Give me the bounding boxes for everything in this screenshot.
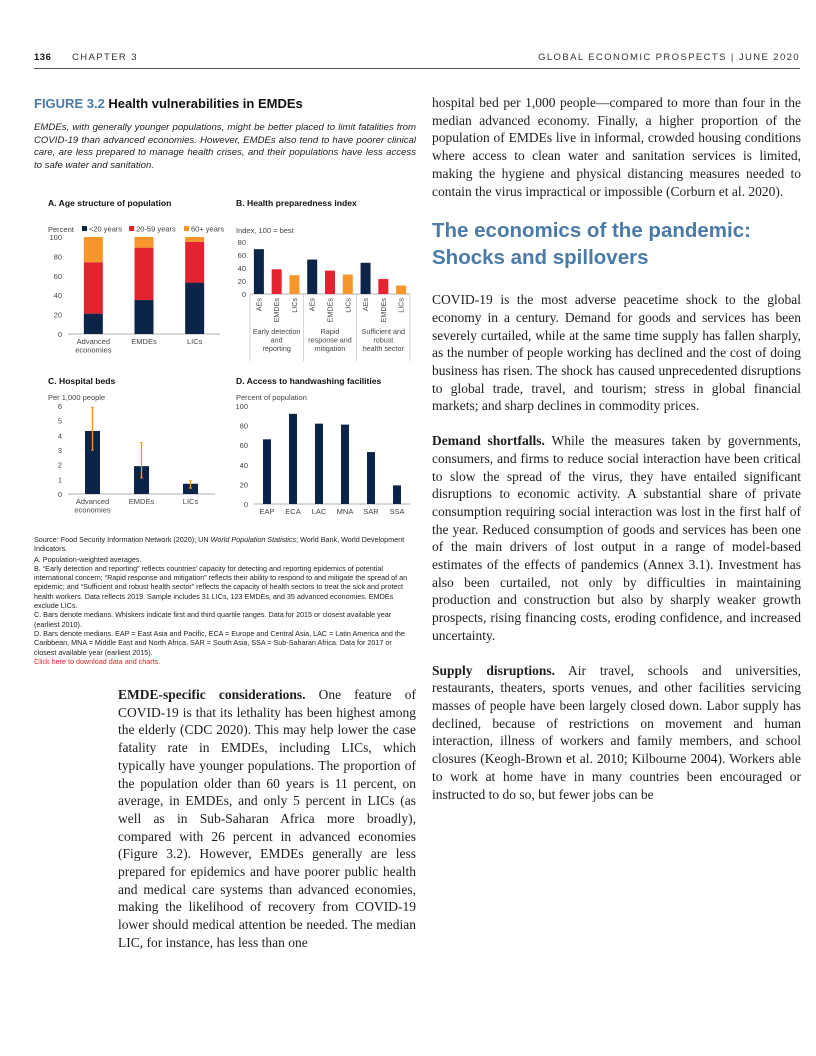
x-tick-label: economies [74,505,111,515]
x-tick-label: Advanced [76,337,111,346]
y-tick-label: 5 [57,416,62,426]
panel-a-title: A. Age structure of population [48,198,172,208]
x-tick-label: EMDEs [325,298,335,323]
figure-notes [34,535,416,666]
note-b: B. “Early detection and reporting” reflects countries’ capacity for detecting and reporting epidemics of potential international concern; “Rapid response and mitigation” reflects their ability to respond to and mitigate the spread of an epidemic; and “Sufficient and robust health sector” reflects the capacity of health sectors to treat the sick and protect health workers. Data reflects 2019. Sample includes 31 LICs, 123 EMDEs, and 35 advanced economies. EMDEs exclude LICs. [34,563,408,611]
y-tick-label: 60 [239,441,248,451]
group-label: Sufficient and [361,327,406,336]
left-column-text [118,686,416,969]
y-tick-label: 80 [237,238,246,247]
y-tick-label: 20 [237,277,246,286]
note-a: A. Population-weighted averages. [34,554,142,564]
y-tick-label: 0 [241,290,246,299]
bar-segment [84,262,103,313]
chart-health-preparedness [232,222,422,362]
bar-segment [135,300,154,334]
x-tick-label: economies [75,345,112,355]
group-label: reporting [262,344,291,353]
x-tick-label: AEs [307,298,317,312]
group-label: mitigation [314,344,346,353]
y-tick-label: 80 [239,421,248,431]
source-text-end: ; World Bank, World Development Indicators. [34,535,405,554]
y-tick-label: 40 [237,264,246,273]
figure-title-text: Health vulnerabilities in EMDEs [108,96,303,111]
x-tick-label: EMDEs [128,497,155,506]
note-d: D. Bars denote medians. EAP = East Asia and Pacific, ECA = Europe and Central Asia, LAC = Latin America and the Caribbean, MNA = Middle East and North Africa, SAR = South Asia, SSA = Sub-Saharan Africa. Data for 2017 or closest available year (earliest 2015). [34,628,405,657]
bar [315,424,323,504]
x-tick-label: EMDEs [272,298,282,323]
y-tick-label: 0 [243,500,248,509]
y-tick-label: 60 [53,271,62,281]
bar [393,485,401,504]
group-label: robust [373,335,394,345]
paragraph-supply [432,662,801,804]
bar-segment [135,237,154,248]
x-tick-label: EMDEs [131,337,157,346]
chart-handwashing [232,392,422,527]
header-rule-right [420,68,800,69]
x-tick-label: LICs [396,298,406,313]
source-text: Source: Food Security Information Network (2020); UN [34,535,211,544]
x-tick-label: AEs [361,298,371,312]
bar [341,425,349,504]
paragraph-lead: Supply disruptions. [432,662,555,678]
y-tick-label: 6 [57,402,62,411]
x-tick-label: LICs [289,298,299,313]
publication-title: GLOBAL ECONOMIC PROSPECTS | JUNE 2020 [538,52,800,63]
y-tick-label: 0 [57,490,62,499]
chapter-label: CHAPTER 3 [72,52,138,63]
bar [396,286,406,294]
bar [254,249,264,294]
x-tick-label: Advanced [75,497,110,506]
x-tick-label: EAP [259,507,275,516]
y-tick-label: 100 [235,402,248,411]
bar [378,279,388,294]
group-label: and [270,335,283,345]
paragraph-intro: COVID-19 is the most adverse peacetime shock to the global economy in a century. Demand for goods and services has been severely curtailed, while at the same time supply has fallen sharply, as the number of people working has declined and the cost of doing business has risen. The shock has caused unprecedented disruptions to global trade, travel, and tourism; stress in global financial markets; and sharp declines in commodity prices. [432,292,801,414]
y-axis-label: Per 1,000 people [48,393,106,402]
x-tick-label: EMDEs [378,298,388,323]
bar-segment [185,237,204,242]
bar [289,414,297,504]
y-tick-label: 80 [53,252,62,262]
legend-swatch [184,226,189,231]
bar [263,439,271,504]
bar-segment [84,314,103,334]
bar [272,269,282,294]
page-number: 136 [34,52,52,63]
paragraph-lead: Demand shortfalls. [432,433,545,449]
bar [307,260,317,294]
paragraph-text: While the measures taken by governments, consumers, and firms to reduce social interaction have been critical to slow the spread of the virus, they have entailed significant disruptions to economic activity. A substantial share of private consumption requiring social interaction was lost in the first half of the year. Reduced consumption of goods and services has been one of the main drivers of lost output in a range of model-based estimates of the effects of pandemics (Annex 3.1). Investment has also been curtailed, not only by difficulties in maintaining production and construction but also by sharply weaker growth prospects, rising financing costs, eroding confidence, and increased uncertainty. [432,433,801,643]
x-tick-label: AEs [254,298,264,312]
panel-d-title: D. Access to handwashing facilities [236,376,382,386]
download-data-link[interactable]: Click here to download data and charts. [34,656,161,666]
group-label: Rapid [320,327,340,336]
y-tick-label: 1 [57,475,62,485]
figure-title [34,96,419,111]
group-label: Early detection [252,327,301,336]
legend-swatch [82,226,87,231]
legend-label: <20 years [89,224,123,234]
y-tick-label: 4 [57,431,62,441]
legend-swatch [129,226,134,231]
x-tick-label: MNA [336,507,354,516]
y-axis-label: Percent of population [236,393,307,402]
paragraph-continued: hospital bed per 1,000 people—compared to more than four in the median advanced economy. Finally, a higher proportion of the population of EMDEs live in informal, crowded housing conditions where access to clean water and sanitation services is limited, making the hygiene and physical distancing measures needed to contain the virus impractical or impossible (Corburn et al. 2020). [432,95,801,199]
bar [343,275,353,295]
source-italic: World Population Statistics [210,535,297,544]
figure-number: FIGURE 3.2 [34,96,105,111]
y-tick-label: 60 [237,251,246,260]
y-tick-label: 3 [57,446,62,455]
header-rule-left [34,68,422,69]
bar-segment [135,248,154,300]
x-tick-label: SSA [389,507,405,516]
y-tick-label: 20 [239,480,248,490]
paragraph-demand [432,432,801,644]
x-tick-label: LICs [343,298,353,313]
x-tick-label: LICs [186,337,203,346]
group-label: response and [308,335,352,345]
paragraph-lead: EMDE-specific considerations. [118,687,306,702]
y-tick-label: 2 [57,460,62,470]
y-axis-label: Index, 100 = best [236,226,294,235]
y-axis-label: Percent [48,225,74,234]
y-tick-label: 20 [53,310,62,320]
legend-label: 60+ years [191,224,225,234]
bar-segment [185,283,204,334]
chart-hospital-beds [40,390,230,525]
panel-c-title: C. Hospital beds [48,376,116,386]
right-column-text [432,94,801,820]
x-tick-label: LAC [311,507,327,516]
section-heading: The economics of the pandemic: Shocks and spillovers [432,219,751,270]
figure-source [34,535,416,554]
figure-subtitle: EMDEs, with generally younger populations, might be better placed to limit fatalities from COVID-19 than advanced economies. However, EMDEs also tend to have poorer clinical care, are less prepared to manage health crises, and their populations have less access to safe water and sanitation. [34,122,416,171]
y-tick-label: 0 [57,330,62,339]
panel-b-title: B. Health preparedness index [236,198,357,208]
x-tick-label: LICs [182,497,199,506]
y-tick-label: 40 [239,460,248,470]
bar [325,271,335,294]
chart-age-structure [40,222,230,362]
group-label: health sector [362,344,404,353]
bar [361,263,371,294]
legend-label: 20-59 years [136,224,176,234]
paragraph-emde-considerations [118,686,416,952]
bar [367,452,375,504]
note-c: C. Bars denote medians. Whiskers indicate first and third quartile ranges. Data for 2015 or closest available year (earliest 2010). [34,610,392,629]
paragraph-text: One feature of COVID-19 is that its lethality has been highest among the elderly (CDC 2020). This may help lower the case fatality rate in EMDEs, including LICs, which typically have younger populations. The proportion of the population older than 60 years is 11 percent, on average, in EMDEs, and only 5 percent in LICs (as well as in Sub-Saharan Africa more broadly), compared with 26 percent in advanced economies (Figure 3.2). However, EMDEs generally are less prepared for epidemics and have poorer public health and medical care systems than advanced economies, making the likelihood of recovery from COVID-19 lower should medical attention be needed. The median LIC, for instance, has less than one [118,687,416,950]
y-tick-label: 100 [49,233,62,242]
bar [289,275,299,294]
x-tick-label: SAR [363,507,379,516]
y-tick-label: 40 [53,291,62,301]
x-tick-label: ECA [285,507,301,516]
paragraph-text: Air travel, schools and universities, restaurants, theaters, sports venues, and other facilities servicing masses of people have been largely closed down. Labor supply has declined, because of restrictions on movement and human interaction, illness of workers and family members, and school closures (Keogh-Brown et al. 2010; Kilbourne 2004). Workers able to work at home have in many countries been encouraged or instructed to do so, but fewer jobs can be [432,662,801,802]
bar-segment [185,242,204,283]
bar-segment [84,237,103,262]
